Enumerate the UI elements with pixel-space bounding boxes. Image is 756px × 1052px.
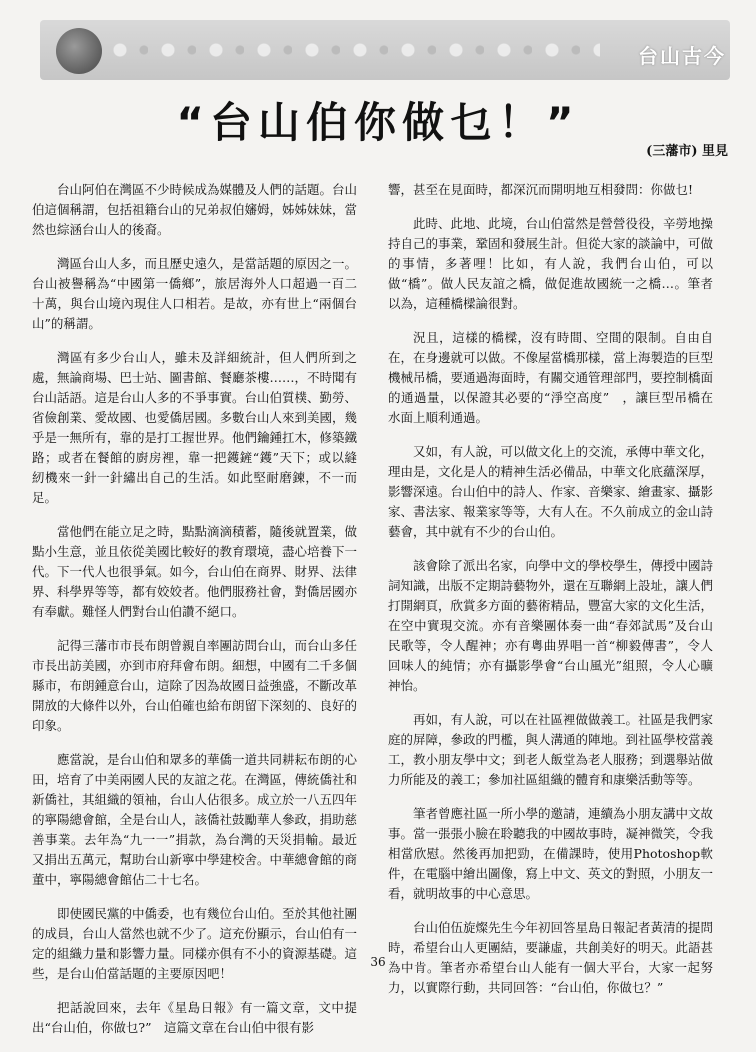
- paragraph: 該會除了派出名家，向學中文的學校學生，傳授中國詩詞知識，出版不定期詩藝物外，還在互聯網上設址，讓人們打開網頁，欣賞多方面的藝術精品，豐富大家的文化生活，在空中實現交流。亦有音樂團体奏一曲“春郊試馬”及台山民歌等，令人醒神；亦有粵曲界唱一首“柳毅傳書”，令人回味人的純情；亦有攝影學會“台山風光”組照，令人心曠神怡。: [388, 558, 714, 693]
- moon-icon: [56, 28, 102, 74]
- article-author: (三藩市) 里見: [646, 144, 728, 159]
- paragraph: 把話說回來，去年《星島日報》有一篇文章，文中提出“台山伯，你做乜?” 這篇文章在台山伯中很有影: [32, 1000, 357, 1035]
- paragraph: 況且，這樣的橋樑，沒有時間、空間的限制。自由自在，在身邊就可以做。不像屋當橋那樣，當上海製造的巨型機械吊橋，要通過海面時，有關交通管理部門，要控制橋面的通過量，以保證其必要的“淨空高度” ，讓巨型吊橋在水面上順利通過。: [388, 330, 714, 425]
- paragraph: 台山伯伍旋燦先生今年初回答星島日報記者黃清的提問時，希望台山人更團結，要謙虛，共創美好的明天。此語甚為中肯。筆者亦希望台山人能有一個大平台，大家一起努力，以實際行動，共同回答：“台山伯，你做乜？”: [388, 920, 714, 995]
- banner-ornament: [100, 28, 600, 72]
- section-tag: 台山古今: [638, 44, 726, 68]
- right-column: [388, 180, 713, 1012]
- paragraph: 筆者曾應社區一所小學的邀請，連續為小朋友講中文故事。當一張張小臉在聆聽我的中國故事時，凝神微笑，令我相當欣慰。然後再加把勁，在備課時，使用Photoshop軟件，在電腦中繪出圖像，寫上中文、英文的對照，小朋友一看，就明故事的中心意思。: [388, 806, 714, 901]
- paragraph: 又如，有人說，可以做文化上的交流，承傳中華文化，理由是，文化是人的精神生活必備品，中華文化底蘊深厚，影響深遠。台山伯中的詩人、作家、音樂家、繪畫家、攝影家、書法家、報業家等等，大有人在。不久前成立的金山詩藝會，其中就有不少的台山伯。: [388, 444, 714, 539]
- page-number: 36: [370, 955, 386, 969]
- paragraph: 台山阿伯在灣區不少時候成為媒體及人們的話題。台山伯這個稱謂，包括祖籍台山的兄弟叔伯嬸姆，姊姊妹妹，當然也綜涵台山人的後裔。: [32, 182, 358, 237]
- paragraph: 應當說，是台山伯和眾多的華僑一道共同耕耘布朗的心田，培育了中美兩國人民的友誼之花。在灣區，傳統僑社和新僑社，其組織的領袖，台山人佔很多。成立於一八五四年的寧陽總會館，全是台山人，該僑社鼓勵華人參政，捐助慈善事業。去年為“九一一”捐款，為台灣的天災捐輸。最近又捐出五萬元，幫助台山新寧中學建校舍。中華總會館的商董中，寧陽總會館佔二十七名。: [32, 752, 358, 887]
- left-column: [32, 180, 357, 1052]
- paragraph: 灣區有多少台山人，雖未及詳細統計，但人們所到之處，無論商場、巴士站、圖書館、餐廳茶樓……，不時聞有台山話語。這是台山人多的不爭事實。台山伯質樸、勤勞、省儉創業、愛故國、也愛僑居國。多數台山人來到美國，幾乎是一無所有，靠的是打工握世界。他們鑰鍾扛木，修築鐵路；或者在餐館的廚房裡，靠一把鑊鏟“鑊”天下；或以縫紉機來一針一針繡出自己的生活。如此堅耐磨鍊，不一而足。: [32, 350, 358, 505]
- paragraph: 當他們在能立足之時，點點滴滴積蓄，隨後就置業，做點小生意，並且依從美國比較好的教育環境，盡心培養下一代。下一代人也很爭氣。如今，台山伯在商界、財界、法律界、科學界等等，都有姣姣者。他們服務社會，對僑居國亦有奉獻。難怪人們對台山伯讚不絕口。: [32, 524, 358, 619]
- paragraph: 記得三藩市市長布朗曾親自率團訪問台山，而台山多任市長出訪美國，亦到市府拜會布朗。細想，中國有二千多個縣市，布朗鍾意台山，這除了因為故國日益強盛，不斷改革開放的大條件以外，台山伯確也給布朗留下深刻的、良好的印象。: [32, 638, 358, 733]
- article-title: “台山伯你做乜！”: [176, 98, 580, 147]
- paragraph: 再如，有人說，可以在社區裡做做義工。社區是我們家庭的屏障，參政的門檻，與人溝通的陣地。到社區學校當義工，教小朋友學中文；到老人飯堂為老人服務；到選舉站做力所能及的義工；參加社區組織的體育和康樂活動等等。: [388, 712, 714, 787]
- paragraph: 響，甚至在見面時，都深沉而開明地互相發問：你做乜!: [388, 182, 694, 197]
- paragraph: 此時、此地、此境，台山伯當然是營營役役，辛勞地操持自己的事業，鞏固和發展生計。但從大家的談論中，可做的事情，多著哩！比如，有人說，我們台山伯，可以做“橋”。做人民友誼之橋，做促進故國統一之橋…。筆者以為，這種橋樑論很對。: [388, 216, 714, 311]
- section-banner: [40, 20, 730, 80]
- paragraph: 灣區台山人多，而且歷史遠久，是當話題的原因之一。台山被譽稱為“中國第一僑鄉”，旅居海外人口超過一百二十萬，與台山境內現住人口相若。是故，亦有世上“兩個台山”的稱謂。: [32, 256, 358, 331]
- paragraph: 即使國民黨的中僑委，也有幾位台山伯。至於其他社團的成員，台山人當然也就不少了。這充份顯示，台山伯有一定的組織力量和影響力量。同樣亦俱有不小的資源基礎。這些，是台山伯當話題的主要原因吧！: [32, 906, 358, 981]
